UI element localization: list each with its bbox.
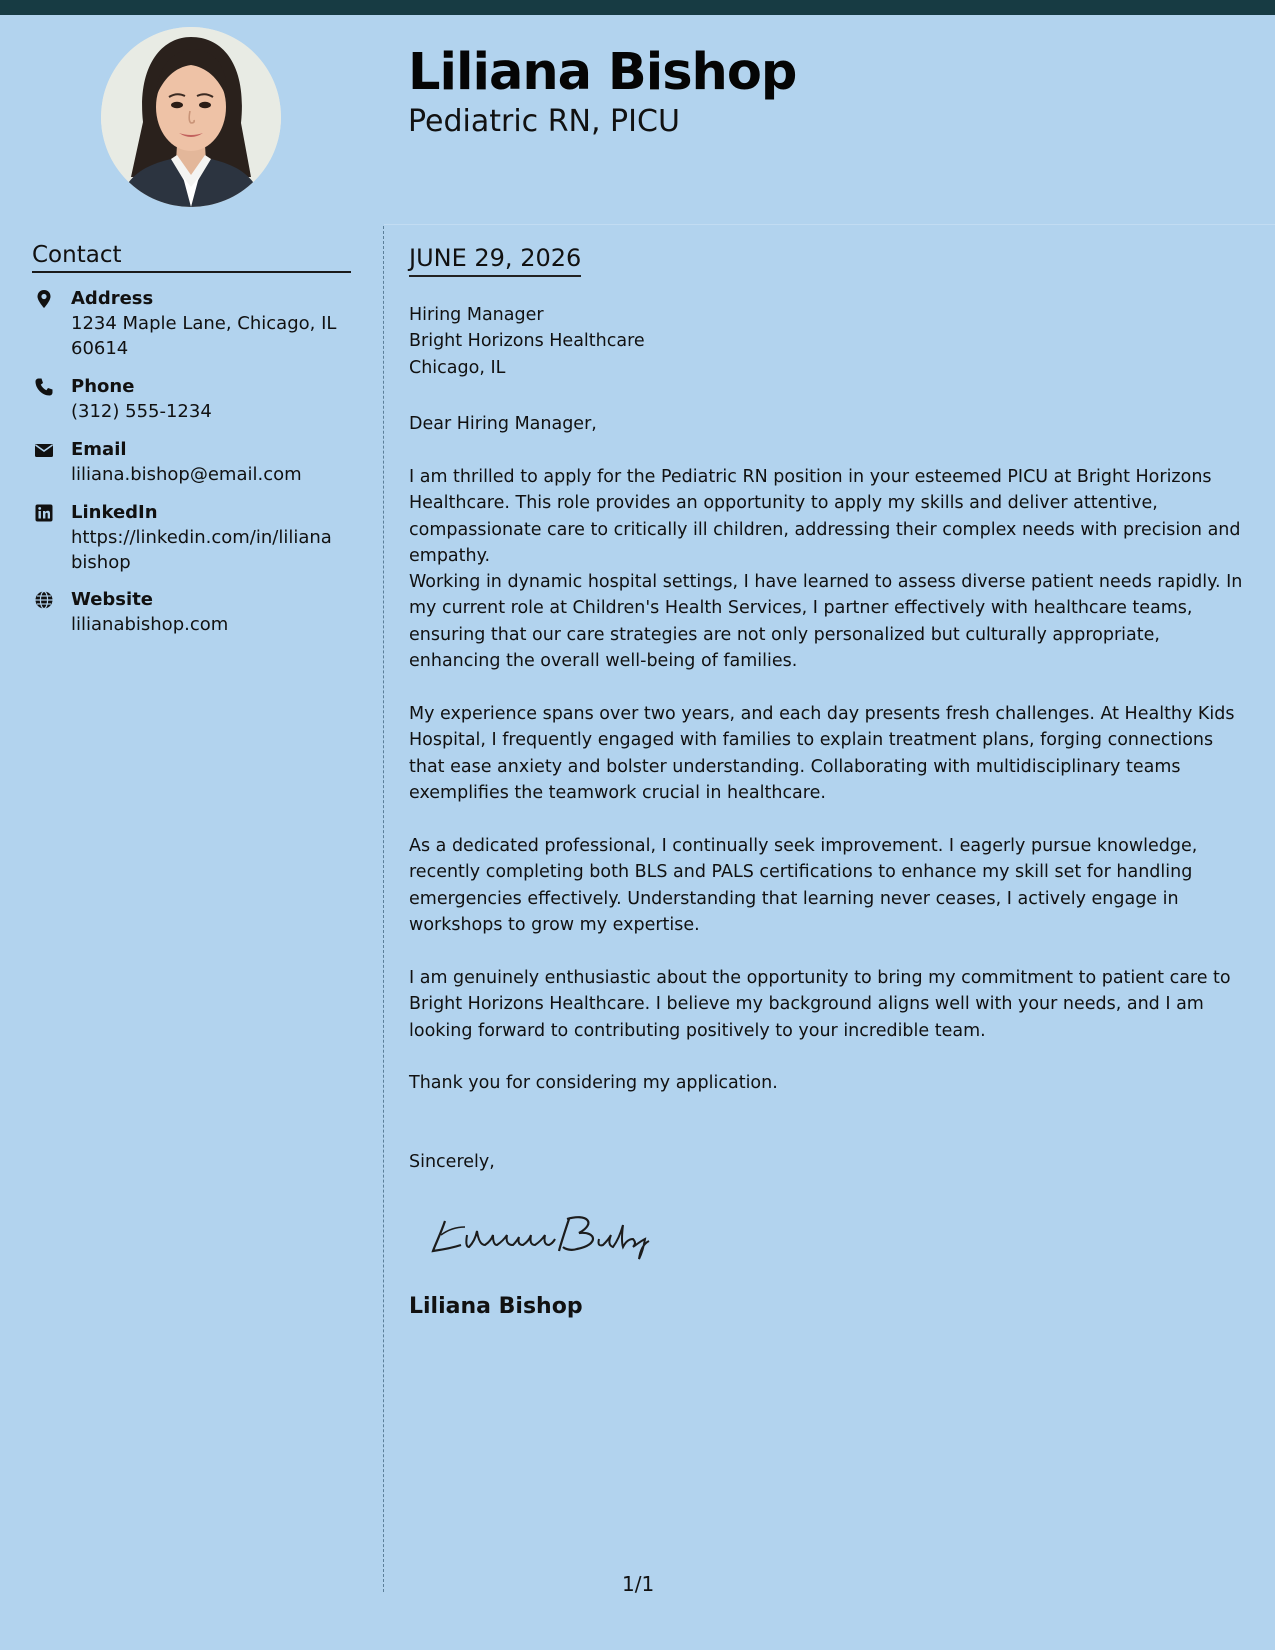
map-pin-icon (34, 289, 54, 309)
recipient-line: Hiring Manager (409, 305, 544, 325)
contact-label: Email (71, 439, 127, 460)
salutation: Dear Hiring Manager, (409, 414, 597, 434)
contact-value[interactable]: https://linkedin.com/in/lilianabishop (71, 527, 332, 573)
body-paragraph: Working in dynamic hospital settings, I have learned to assess diverse patient needs rapidly. In my current role at Children's Health Services, I partner effectively with healthcare teams, ensuring that our care strategies are not only personalized but culturally appropriate, enhancing the overall well-being of families. (409, 572, 1243, 672)
contact-value[interactable]: lilianabishop.com (71, 614, 229, 635)
body-paragraph: I am genuinely enthusiastic about the opportunity to bring my commitment to patient care to Bright Horizons Healthcare. I believe my background aligns well with your needs, and I am looking forward to contributing positively to your incredible team. (409, 968, 1231, 1041)
profile-photo (101, 27, 281, 207)
signoff: Sincerely, (409, 1152, 495, 1172)
contact-label: LinkedIn (71, 502, 158, 523)
contact-value[interactable]: liliana.bishop@email.com (71, 464, 302, 485)
linkedin-icon (34, 503, 54, 523)
contact-label: Address (71, 288, 154, 309)
body-paragraph: My experience spans over two years, and each day presents fresh challenges. At Healthy Kids Hospital, I frequently engaged with families to explain treatment plans, forging connections that ease anxiety and bolster understanding. Collaborating with multidisciplinary teams exemplifies the teamwork crucial in healthcare. (409, 704, 1235, 804)
recipient-line: Chicago, IL (409, 357, 506, 378)
signer-name: Liliana Bishop (409, 1294, 583, 1319)
letter-date: JUNE 29, 2026 (409, 243, 581, 277)
page-number: 1/1 (622, 1572, 655, 1596)
globe-icon (34, 590, 54, 610)
envelope-icon (34, 440, 54, 460)
recipient-block (409, 302, 1245, 381)
contact-value: 1234 Maple Lane, Chicago, IL 60614 (71, 313, 337, 359)
applicant-name: Liliana Bishop (408, 43, 797, 102)
header-divider (384, 224, 1275, 225)
recipient-line: Bright Horizons Healthcare (409, 331, 645, 352)
job-title: Pediatric RN, PICU (408, 104, 680, 139)
signature-image (427, 1205, 657, 1269)
body-paragraph: As a dedicated professional, I continually seek improvement. I eagerly pursue knowledge, recently completing both BLS and PALS certifications to enhance my skill set for handling emergencies effectively. Understanding that learning never ceases, I actively engage in workshops to grow my expertise. (409, 836, 1198, 936)
contact-heading: Contact (32, 240, 351, 273)
closing-line: Thank you for considering my application. (409, 1073, 778, 1093)
phone-icon (34, 377, 54, 397)
contact-label: Website (71, 589, 154, 610)
contact-label: Phone (71, 376, 135, 397)
top-accent-bar (0, 0, 1275, 15)
contact-value: (312) 555-1234 (71, 401, 212, 422)
column-divider (383, 226, 384, 1592)
body-paragraph: I am thrilled to apply for the Pediatric RN position in your esteemed PICU at Bright Horizons Healthcare. This role provides an opportunity to apply my skills and deliver attentive, compassionate care to critically ill children, addressing their complex needs with precision and empathy. (409, 467, 1241, 567)
